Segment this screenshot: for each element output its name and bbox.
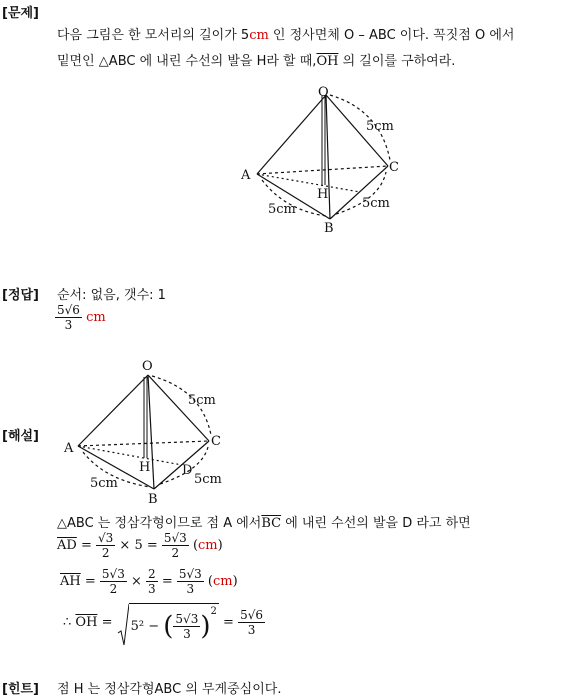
- answer-numerator: 5√6: [57, 303, 80, 317]
- edge2-label-oc: 5cm: [188, 393, 216, 408]
- edge2-oa: [78, 375, 148, 446]
- answer-meta: 순서: 없음, 갯수: 1: [57, 288, 166, 303]
- eq-oh-inner-fraction: [173, 612, 200, 641]
- equation-ad: $\overline{AD}$ = $\frac{√3}{2}$ × 5 = $\frac{5√3}{2}$ (cm): [57, 531, 223, 560]
- vertex-b: B: [324, 221, 334, 236]
- edge-oa: [257, 95, 326, 174]
- eq-ah-equals: =: [84, 574, 96, 589]
- vertex-a: A: [241, 168, 251, 183]
- eq-ah-times: ×: [130, 574, 142, 589]
- eq-oh-result-fraction: [238, 608, 265, 637]
- edge-label-ab: 5cm: [268, 202, 296, 217]
- vertex2-o: O: [142, 359, 153, 374]
- eq-ad-times: × 5 =: [119, 538, 158, 553]
- eq-oh-equals: =: [101, 614, 113, 630]
- eq-ad-f1-den: 2: [101, 546, 110, 560]
- eq-ad-fraction-1: [96, 531, 115, 560]
- eq-oh-radicand: 5² −: [130, 619, 160, 634]
- vertex2-h: H: [139, 460, 151, 475]
- vertex-c: C: [389, 160, 399, 175]
- eq-ad-fraction-2: [162, 531, 189, 560]
- answer-denominator: 3: [64, 318, 73, 332]
- therefore-symbol: ∴: [63, 614, 72, 630]
- problem-label: [문제]: [2, 6, 39, 21]
- vertex-h: H: [317, 187, 329, 202]
- edge2-label-bc: 5cm: [194, 472, 222, 487]
- solution-label: [해설]: [2, 429, 39, 444]
- eq-ah-unit: cm: [213, 574, 233, 589]
- eq-oh-sqrt: 5² − ( $\frac{5√3}{3}$ )$^2$: [117, 603, 219, 642]
- hint-label: [힌트]: [2, 682, 39, 697]
- edge-label-oc: 5cm: [366, 119, 394, 134]
- segment-ad: $\overline{AD}$: [57, 538, 77, 553]
- eq-ah-f3-den: 3: [186, 582, 195, 596]
- segment-oh-result: $\overline{OH}$: [75, 614, 98, 630]
- eq-ah-f1-num: 5√3: [101, 567, 125, 581]
- eq-ah-f2-num: 2: [148, 567, 156, 581]
- vertex-o: O: [318, 85, 329, 100]
- answer-unit: cm: [86, 310, 106, 325]
- eq-ah-equals-2: =: [161, 574, 173, 589]
- eq-ah-f2-den: 3: [148, 582, 156, 596]
- vertex2-c: C: [211, 434, 221, 449]
- answer-fraction: [55, 303, 82, 332]
- solution-step-1a: △ABC 는 정삼각형이므로 점 A 에서: [57, 516, 262, 531]
- vertex2-d: D: [182, 463, 193, 478]
- eq-ad-unit: cm: [198, 538, 218, 553]
- problem-text-1a: 다음 그림은 한 모서리의 길이가 5: [57, 28, 250, 43]
- eq-ad-f1-num: √3: [98, 531, 114, 545]
- segment-oh: $\overline{OH}$: [316, 54, 339, 69]
- problem-text-2b: 의 길이를 구하여라.: [338, 54, 456, 69]
- eq-oh-res-den: 3: [247, 622, 256, 637]
- equation-oh: [63, 603, 265, 642]
- eq-ah-f3-num: 5√3: [178, 567, 202, 581]
- problem-unit: cm: [249, 28, 269, 43]
- answer-value: [55, 303, 106, 332]
- eq-oh-equals-2: =: [223, 614, 234, 630]
- eq-ah-fraction-1: [100, 567, 127, 596]
- answer-label: [정답]: [2, 288, 39, 303]
- eq-ad-f2-den: 2: [171, 546, 180, 560]
- eq-ah-fraction-2: [146, 567, 158, 596]
- segment-bc: $\overline{BC}$: [261, 516, 282, 531]
- eq-ah-fraction-3: [177, 567, 204, 596]
- radical-sign-icon: [117, 603, 129, 647]
- edge2-label-ab: 5cm: [90, 476, 118, 491]
- eq-ad-f2-num: 5√3: [163, 531, 187, 545]
- problem-text-2a: 밑면인 △ABC 에 내린 수선의 발을 H라 할 때,: [57, 54, 317, 69]
- problem-text-1b: 인 정사면체 O – ABC 이다. 꼭짓점 O 에서: [268, 28, 515, 43]
- eq-ah-f1-den: 2: [109, 582, 118, 596]
- equation-ah: $\overline{AH}$ = $\frac{5√3}{2}$ × $\frac{2}{3}$ = $\frac{5√3}{3}$ (cm): [60, 567, 238, 596]
- edge2-oc: [148, 375, 209, 441]
- segment-ah: $\overline{AH}$: [60, 574, 81, 589]
- vertex2-b: B: [148, 492, 158, 507]
- tetrahedron-figure-1: [0, 0, 586, 280]
- eq-oh-inner-num: 5√3: [175, 612, 199, 626]
- solution-step-1: [57, 512, 471, 531]
- solution-step-1b: 에 내린 수선의 발을 D 라고 하면: [281, 516, 471, 531]
- vertex2-a: A: [64, 441, 74, 456]
- edge-bc: [330, 166, 388, 219]
- hint-text: 점 H 는 정삼각형ABC 의 무게중심이다.: [57, 682, 282, 697]
- edge-label-bc: 5cm: [362, 196, 390, 211]
- eq-oh-inner-den: 3: [183, 627, 191, 641]
- tetrahedron-figure-2: [0, 350, 586, 515]
- eq-ad-equals: =: [80, 538, 92, 553]
- eq-oh-square: 2: [210, 606, 217, 617]
- eq-oh-res-num: 5√6: [240, 607, 263, 622]
